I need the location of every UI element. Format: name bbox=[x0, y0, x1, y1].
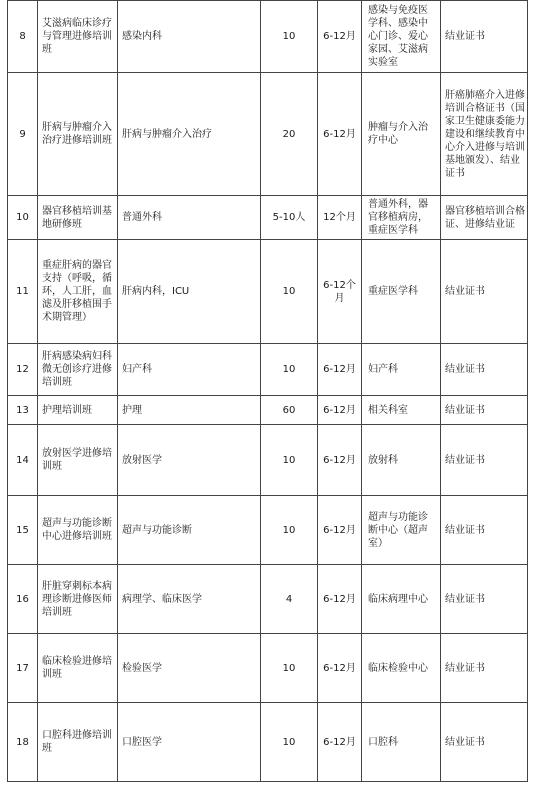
duration: 6-12月 bbox=[318, 703, 362, 782]
program-name: 艾滋病临床诊疗与管理进修培训班 bbox=[38, 1, 118, 73]
specialty: 妇产科 bbox=[118, 344, 261, 396]
certificate: 结业证书 bbox=[441, 344, 528, 396]
duration: 6-12月 bbox=[318, 565, 362, 634]
host-department: 普通外科，器官移植病房，重症医学科 bbox=[362, 196, 441, 240]
host-department: 妇产科 bbox=[362, 344, 441, 396]
program-name: 肝病感染病妇科微无创诊疗进修培训班 bbox=[38, 344, 118, 396]
duration: 12个月 bbox=[318, 196, 362, 240]
enrollment-count: 20 bbox=[261, 73, 318, 196]
specialty: 放射医学 bbox=[118, 425, 261, 496]
duration: 6-12月 bbox=[318, 344, 362, 396]
enrollment-count: 10 bbox=[261, 634, 318, 703]
program-name: 重症肝病的器官支持（呼吸，循环，人工肝，血滤及肝移植围手术期管理） bbox=[38, 240, 118, 344]
host-department: 重症医学科 bbox=[362, 240, 441, 344]
certificate: 结业证书 bbox=[441, 425, 528, 496]
row-number: 11 bbox=[8, 240, 38, 344]
host-department: 相关科室 bbox=[362, 396, 441, 425]
host-department: 超声与功能诊断中心（超声室） bbox=[362, 496, 441, 565]
duration: 6-12月 bbox=[318, 634, 362, 703]
specialty: 肝病内科，ICU bbox=[118, 240, 261, 344]
host-department: 口腔科 bbox=[362, 703, 441, 782]
row-number: 14 bbox=[8, 425, 38, 496]
duration: 6-12月 bbox=[318, 396, 362, 425]
specialty: 肝病与肿瘤介入治疗 bbox=[118, 73, 261, 196]
row-number: 13 bbox=[8, 396, 38, 425]
row-number: 10 bbox=[8, 196, 38, 240]
program-name: 器官移植培训基地研修班 bbox=[38, 196, 118, 240]
row-number: 9 bbox=[8, 73, 38, 196]
enrollment-count: 10 bbox=[261, 1, 318, 73]
duration: 6-12月 bbox=[318, 496, 362, 565]
certificate: 结业证书 bbox=[441, 634, 528, 703]
specialty: 护理 bbox=[118, 396, 261, 425]
certificate: 结业证书 bbox=[441, 565, 528, 634]
training-program-table bbox=[7, 0, 528, 782]
program-name: 肝脏穿刺标本病理诊断进修医师培训班 bbox=[38, 565, 118, 634]
host-department: 临床检验中心 bbox=[362, 634, 441, 703]
table-row bbox=[8, 425, 528, 496]
table-row bbox=[8, 565, 528, 634]
host-department: 临床病理中心 bbox=[362, 565, 441, 634]
certificate: 结业证书 bbox=[441, 703, 528, 782]
program-name: 护理培训班 bbox=[38, 396, 118, 425]
certificate: 肝癌肺癌介入进修培训合格证书（国家卫生健康委能力建设和继续教育中心介入进修与培训基地颁发）、结业证书 bbox=[441, 73, 528, 196]
program-name: 放射医学进修培训班 bbox=[38, 425, 118, 496]
enrollment-count: 10 bbox=[261, 240, 318, 344]
table-row bbox=[8, 703, 528, 782]
table-row bbox=[8, 496, 528, 565]
enrollment-count: 5-10人 bbox=[261, 196, 318, 240]
certificate: 结业证书 bbox=[441, 396, 528, 425]
specialty: 超声与功能诊断 bbox=[118, 496, 261, 565]
table-row bbox=[8, 396, 528, 425]
program-name: 超声与功能诊断中心进修培训班 bbox=[38, 496, 118, 565]
host-department: 感染与免疫医学科、感染中心门诊、爱心家园、艾滋病实验室 bbox=[362, 1, 441, 73]
specialty: 普通外科 bbox=[118, 196, 261, 240]
table-row bbox=[8, 73, 528, 196]
enrollment-count: 10 bbox=[261, 496, 318, 565]
certificate: 结业证书 bbox=[441, 496, 528, 565]
duration: 6-12月 bbox=[318, 73, 362, 196]
program-name: 肝病与肿瘤介入治疗进修培训班 bbox=[38, 73, 118, 196]
program-name: 口腔科进修培训班 bbox=[38, 703, 118, 782]
enrollment-count: 10 bbox=[261, 703, 318, 782]
enrollment-count: 60 bbox=[261, 396, 318, 425]
enrollment-count: 10 bbox=[261, 425, 318, 496]
host-department: 肿瘤与介入治疗中心 bbox=[362, 73, 441, 196]
specialty: 病理学、临床医学 bbox=[118, 565, 261, 634]
specialty: 检验医学 bbox=[118, 634, 261, 703]
table-row bbox=[8, 196, 528, 240]
table-row bbox=[8, 1, 528, 73]
specialty: 口腔医学 bbox=[118, 703, 261, 782]
host-department: 放射科 bbox=[362, 425, 441, 496]
duration: 6-12个月 bbox=[318, 240, 362, 344]
table-row bbox=[8, 344, 528, 396]
row-number: 15 bbox=[8, 496, 38, 565]
row-number: 8 bbox=[8, 1, 38, 73]
table-row bbox=[8, 240, 528, 344]
row-number: 16 bbox=[8, 565, 38, 634]
row-number: 17 bbox=[8, 634, 38, 703]
enrollment-count: 10 bbox=[261, 344, 318, 396]
program-name: 临床检验进修培训班 bbox=[38, 634, 118, 703]
duration: 6-12月 bbox=[318, 1, 362, 73]
row-number: 18 bbox=[8, 703, 38, 782]
enrollment-count: 4 bbox=[261, 565, 318, 634]
certificate: 器官移植培训合格证、进修结业证 bbox=[441, 196, 528, 240]
specialty: 感染内科 bbox=[118, 1, 261, 73]
certificate: 结业证书 bbox=[441, 1, 528, 73]
row-number: 12 bbox=[8, 344, 38, 396]
table-row bbox=[8, 634, 528, 703]
duration: 6-12月 bbox=[318, 425, 362, 496]
certificate: 结业证书 bbox=[441, 240, 528, 344]
